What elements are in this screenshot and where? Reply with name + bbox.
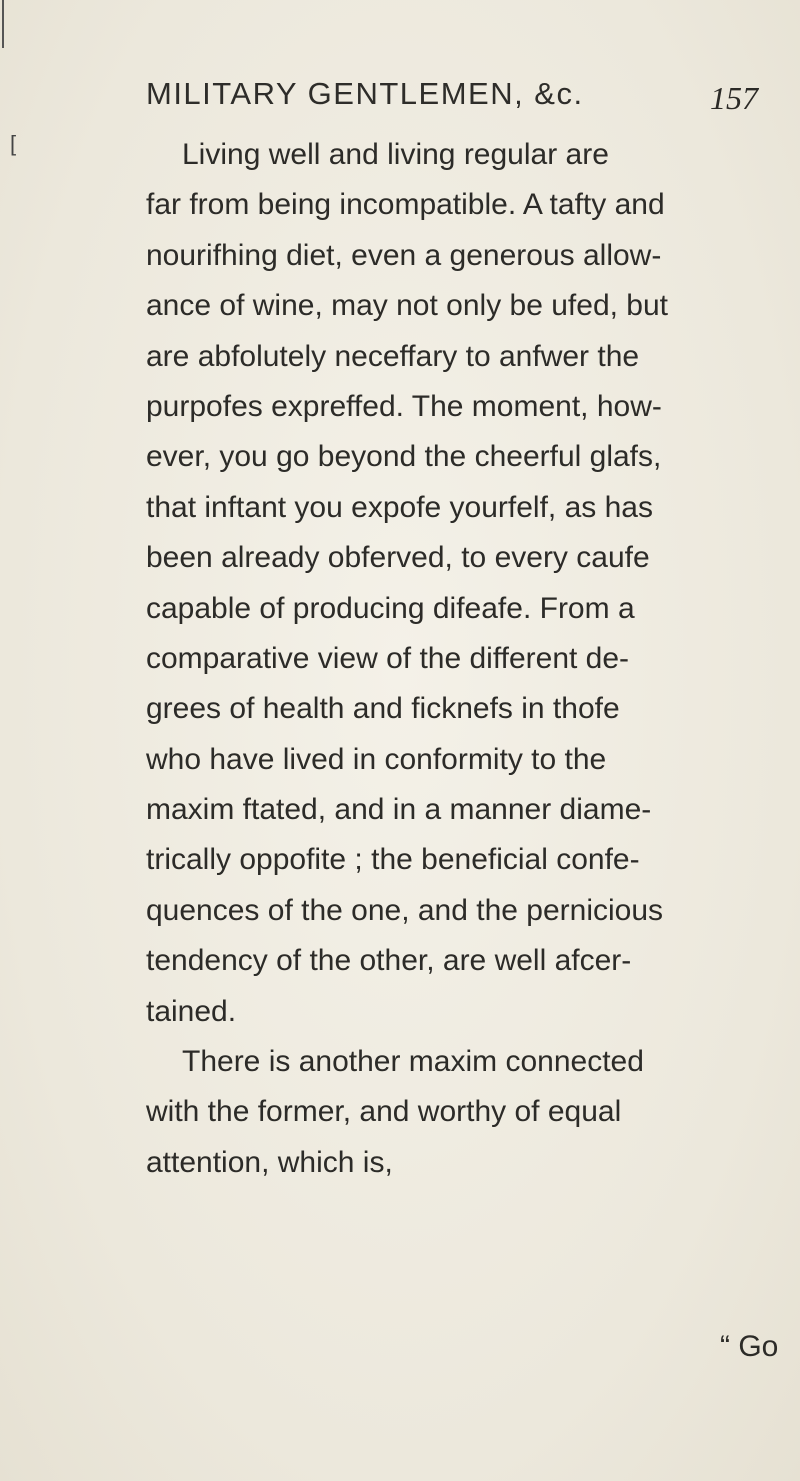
page-header [146,76,766,126]
text-line: been already obferved, to every caufe [146,541,650,575]
page-number: 157 [710,80,758,116]
text-line: ance of wine, may not only be ufed, but [146,289,668,323]
text-line: capable of producing difeafe. From a [146,591,635,625]
text-line: trically oppofite ; the beneficial confe- [146,843,640,877]
body-text [146,130,786,1188]
text-line: with the former, and worthy of equal [146,1095,622,1129]
text-line: who have lived in conformity to the [146,742,607,776]
text-line: Living well and living regular are [182,138,609,171]
text-line: There is another maxim connected [182,1045,644,1079]
text-line: purpofes expreffed. The moment, how- [146,389,662,423]
text-line: are abfolutely neceffary to anfwer the [146,339,640,373]
text-line: maxim ftated, and in a manner diame- [146,793,652,827]
margin-bracket-mark: [ [10,131,17,156]
catchword: “ Go [720,1330,779,1363]
text-line: tained. [146,994,237,1028]
text-line: attention, which is, [146,1145,393,1179]
page-edge-line [2,0,4,48]
running-head: MILITARY GENTLEMEN, &c. [146,76,584,111]
text-line: that inftant you expofe yourfelf, as has [146,490,653,524]
text-line: comparative view of the different de- [146,641,630,675]
text-line: quences of the one, and the pernicious [146,893,664,927]
text-line: nourifhing diet, even a generous allow- [146,238,662,272]
text-line: grees of health and ficknefs in thofe [146,692,620,726]
text-line: tendency of the other, are well afcer- [146,944,632,978]
text-line: far from being incompatible. A tafty and [146,188,665,222]
text-line: ever, you go beyond the cheerful glafs, [146,440,662,474]
